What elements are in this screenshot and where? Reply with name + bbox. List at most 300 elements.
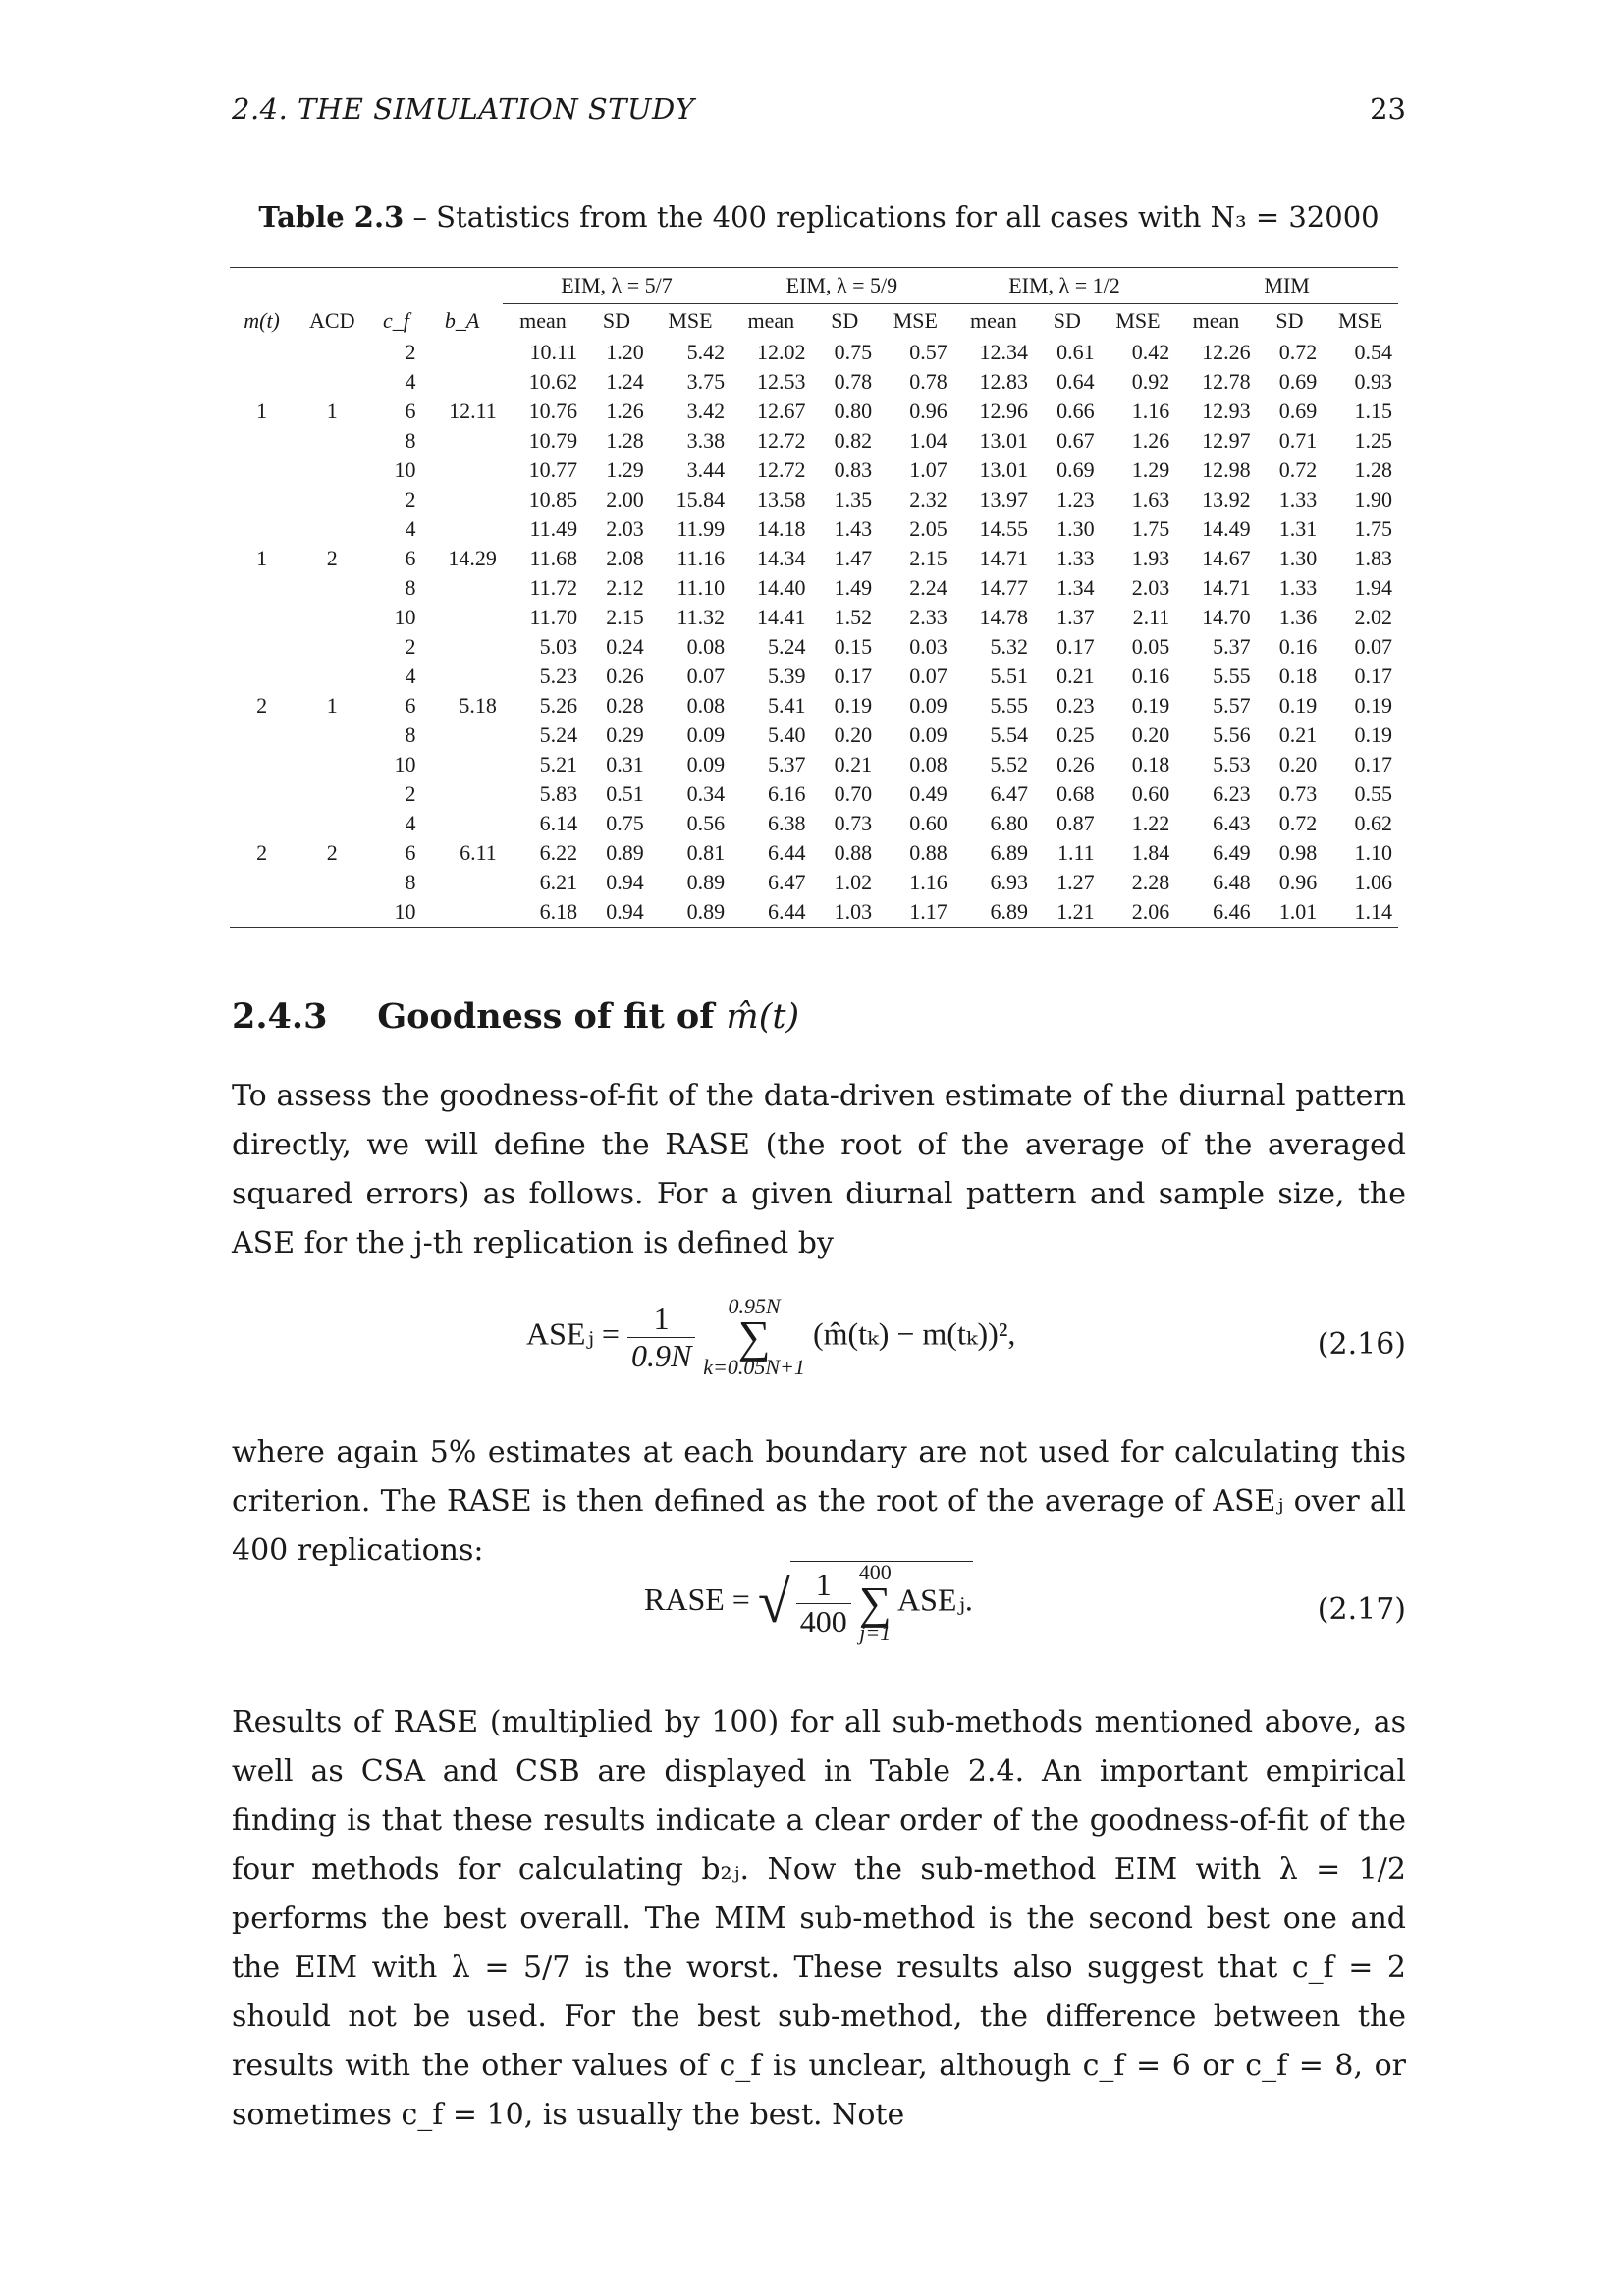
table-cell: 0.89	[606, 840, 644, 865]
table-cell: 12.83	[979, 369, 1029, 394]
table-cell: 12.02	[756, 340, 806, 364]
table-cell: 6.38	[767, 811, 806, 835]
table-cell: 6.44	[767, 840, 806, 865]
table-group-header	[230, 268, 1398, 304]
table-cell: 1.16	[909, 870, 947, 894]
column-header: MSE	[893, 308, 938, 333]
table-cell: 0.19	[1131, 693, 1170, 718]
table-cell	[230, 338, 294, 367]
eq1-numerator: 1	[627, 1301, 695, 1338]
table-cell: 12.97	[1202, 428, 1251, 453]
table-cell: 0.08	[686, 693, 726, 718]
table-cell: 1.29	[606, 457, 644, 482]
table-cell: 2.08	[606, 546, 644, 570]
column-header: mean	[519, 308, 567, 333]
table-cell: 0.72	[1278, 340, 1318, 364]
table-cell: 0.28	[606, 693, 644, 718]
table-cell: 6.43	[1213, 811, 1251, 835]
table-cell: 4	[405, 516, 416, 541]
table-cell: 0.96	[909, 399, 947, 423]
table-cell: 0.31	[606, 752, 644, 776]
table-cell: 2	[405, 781, 416, 806]
column-header: b_A	[444, 307, 480, 333]
table-cell: 0.68	[1056, 781, 1095, 806]
table-cell: 10	[394, 752, 416, 776]
table-cell: 0.51	[606, 781, 644, 806]
table-cell: 1.06	[1354, 870, 1392, 894]
table-cell: 11.16	[677, 546, 726, 570]
table-row	[230, 721, 1398, 750]
table-cell	[294, 632, 370, 662]
table-cell	[294, 809, 370, 838]
table-cell	[230, 426, 294, 455]
table-cell: 13.01	[979, 428, 1029, 453]
table-cell: 0.89	[686, 870, 726, 894]
table-cell: 14.41	[756, 605, 806, 629]
equation-2-16	[232, 1296, 1406, 1404]
table-cell: 5.37	[767, 752, 806, 776]
table-cell: 0.87	[1056, 811, 1095, 835]
table-cell: 5.40	[767, 722, 806, 747]
table-cell: 5.21	[539, 752, 578, 776]
table-cell	[294, 868, 370, 897]
table-cell: 10.11	[529, 340, 578, 364]
table-cell: 1.52	[834, 605, 873, 629]
table-cell: 0.88	[834, 840, 873, 865]
table-row	[230, 662, 1398, 691]
table-cell: 1.43	[834, 516, 873, 541]
table-cell: 4	[405, 811, 416, 835]
table-cell: 2.02	[1354, 605, 1392, 629]
table-cell: 2	[405, 487, 416, 511]
column-header: mean	[1192, 308, 1240, 333]
table-cell: 11.32	[677, 605, 726, 629]
table-label: Table 2.3	[258, 200, 405, 234]
table-cell: 6	[405, 399, 416, 423]
table-cell	[294, 779, 370, 809]
table-cell: 1.28	[1354, 457, 1392, 482]
table-cell: 1.03	[811, 897, 878, 928]
table-cell: 11.99	[677, 516, 726, 541]
table-row	[230, 514, 1398, 544]
table-cell: 0.17	[1354, 752, 1392, 776]
table-cell: 4	[405, 664, 416, 688]
table-cell: 2.00	[606, 487, 644, 511]
table-cell: 2	[405, 340, 416, 364]
table-cell: 0.25	[1056, 722, 1095, 747]
table-cell: 0.08	[909, 752, 947, 776]
table-cell: 10.76	[528, 399, 578, 423]
table-cell	[230, 485, 294, 514]
table-cell: 0.89	[650, 897, 731, 928]
table-cell: 6.46	[1175, 897, 1256, 928]
table-cell: 0.09	[909, 722, 947, 747]
table-cell: 12.11	[449, 399, 497, 423]
table-cell: 13.58	[756, 487, 806, 511]
table-cell: 0.69	[1278, 369, 1318, 394]
table-cell: 14.67	[1202, 546, 1251, 570]
table-cell: 12.78	[1202, 369, 1251, 394]
table-cell: 14.77	[979, 575, 1029, 600]
column-header: mean	[970, 308, 1017, 333]
table-cell: 0.18	[1278, 664, 1318, 688]
table-cell: 12.93	[1202, 399, 1251, 423]
eq2-denominator: 400	[799, 1603, 847, 1639]
table-cell: 12.96	[979, 399, 1029, 423]
table-cell: 2.12	[606, 575, 644, 600]
paragraph-results: Results of RASE (multiplied by 100) for all sub-methods mentioned above, as well as CSA and CSB are displayed in Table 2.4. An important empirical finding is that these results indicate a clear order of the goodness-of-fit of the four methods for calculating b₂ⱼ. Now the sub-method EIM with λ = 1/2 performs the best overall. The MIM sub-method is the second best one and the EIM with λ = 5/7 is the worst. These results also suggest that c_f = 2 should not be used. For the best sub-method, the difference between the results with the other values of c_f is unclear, although c_f = 6 or c_f = 8, or sometimes c_f = 10, is usually the best. Note	[232, 1705, 1406, 2132]
table-cell: 0.70	[834, 781, 873, 806]
table-cell: 0.19	[1354, 693, 1392, 718]
table-cell	[230, 750, 294, 779]
table-cell: 0.19	[1354, 722, 1392, 747]
table-cell: 6.11	[460, 840, 497, 865]
section-number: 2.4.3	[232, 996, 328, 1037]
table-cell: 0.17	[834, 664, 873, 688]
table-cell	[294, 573, 370, 603]
eq2-sum-bottom: j=1	[859, 1621, 892, 1645]
table-cell: 5.37	[1213, 634, 1251, 659]
table-cell	[294, 455, 370, 485]
table-cell	[230, 809, 294, 838]
table-cell	[421, 632, 502, 662]
table-cell: 6.44	[731, 897, 811, 928]
table-row	[230, 426, 1398, 455]
table-cell: 0.60	[909, 811, 947, 835]
table-cell: 2	[326, 546, 338, 570]
table-cell: 1.14	[1323, 897, 1398, 928]
eq2-sum-top: 400	[858, 1560, 892, 1584]
table-cell	[230, 662, 294, 691]
column-header: SD	[1275, 308, 1304, 333]
table-cell: 1.25	[1354, 428, 1392, 453]
table-cell: 6	[405, 546, 416, 570]
table-cell: 14.49	[1202, 516, 1251, 541]
table-cell: 2.15	[909, 546, 947, 570]
eq2-number: (2.17)	[1317, 1592, 1406, 1627]
table-cell: 0.21	[834, 752, 873, 776]
table-cell: 0.09	[686, 722, 726, 747]
table-cell: 5.24	[767, 634, 806, 659]
table-cell: 10.77	[528, 457, 578, 482]
table-cell: 6.23	[1213, 781, 1251, 806]
table-cell	[294, 367, 370, 397]
table-cell	[294, 721, 370, 750]
table-cell: 11.49	[529, 516, 578, 541]
table-cell: 2	[326, 840, 338, 865]
table-cell: 0.66	[1056, 399, 1095, 423]
table-cell: 2.33	[909, 605, 947, 629]
table-cell: 1.28	[606, 428, 644, 453]
table-cell: 2.06	[1101, 897, 1176, 928]
table-cell: 0.17	[1354, 664, 1392, 688]
table-cell: 0.21	[1278, 722, 1318, 747]
paragraph-rase-intro: To assess the goodness-of-fit of the data-driven estimate of the diurnal pattern directly, we will define the RASE (the root of the average of the averaged squared errors) as follows. For a given diurnal pattern and sample size, the ASE for the j-th replication is defined by	[232, 1079, 1406, 1260]
table-row	[230, 338, 1398, 367]
column-header: SD	[831, 308, 859, 333]
table-column-header	[230, 304, 1398, 339]
table-cell: 0.75	[834, 340, 873, 364]
table-cell: 1.27	[1056, 870, 1095, 894]
table-cell	[294, 338, 370, 367]
table-cell: 2.03	[606, 516, 644, 541]
table-cell: 1.02	[834, 870, 873, 894]
table-cell: 0.72	[1278, 457, 1318, 482]
table-cell: 1.11	[1056, 840, 1095, 865]
eq1-denominator: 0.9N	[630, 1337, 692, 1373]
column-header: MSE	[1338, 308, 1383, 333]
table-cell: 10	[394, 605, 416, 629]
table-row	[230, 544, 1398, 573]
table-cell	[421, 868, 502, 897]
table-cell: 6.49	[1213, 840, 1251, 865]
table-body	[230, 338, 1398, 928]
table-cell: 5.56	[1213, 722, 1251, 747]
section-heading	[232, 996, 799, 1037]
table-cell: 1.22	[1131, 811, 1170, 835]
table-cell: 6.16	[767, 781, 806, 806]
table-cell: 12.72	[756, 457, 806, 482]
table-cell: 5.42	[686, 340, 726, 364]
table-cell: 1.75	[1131, 516, 1170, 541]
column-header: SD	[1053, 308, 1081, 333]
table-cell: 1.49	[834, 575, 873, 600]
table-cell: 2.03	[1131, 575, 1170, 600]
table-cell: 1.33	[1278, 575, 1318, 600]
table-cell: 6.80	[990, 811, 1029, 835]
table-cell: 0.23	[1056, 693, 1095, 718]
table-cell: 1.94	[1354, 575, 1392, 600]
table-row	[230, 691, 1398, 721]
table-cell: 3.44	[686, 457, 726, 482]
table-cell: 0.78	[834, 369, 873, 394]
table-cell: 0.16	[1131, 664, 1170, 688]
table-cell: 0.20	[1131, 722, 1170, 747]
table-cell	[294, 897, 370, 928]
table-row	[230, 485, 1398, 514]
table-cell: 1.16	[1131, 399, 1170, 423]
table-cell: 14.29	[448, 546, 497, 570]
eq2-fraction	[796, 1567, 851, 1640]
table-cell: 0.88	[909, 840, 947, 865]
table-cell	[421, 750, 502, 779]
table-cell: 1.31	[1278, 516, 1318, 541]
table-cell: 5.55	[1213, 664, 1251, 688]
table-cell: 0.60	[1131, 781, 1170, 806]
table-cell: 0.67	[1056, 428, 1095, 453]
table-cell	[230, 897, 294, 928]
table-cell: 0.19	[834, 693, 873, 718]
table-row	[230, 397, 1398, 426]
table-row	[230, 632, 1398, 662]
table-cell: 6.21	[539, 870, 578, 894]
table-cell: 8	[405, 575, 416, 600]
table-cell: 1.01	[1257, 897, 1324, 928]
table-cell: 14.71	[1202, 575, 1251, 600]
eq2-radicand	[790, 1561, 973, 1644]
table-cell: 5.41	[767, 693, 806, 718]
table-cell: 6.47	[767, 870, 806, 894]
table-cell: 14.71	[979, 546, 1029, 570]
table-cell: 0.08	[686, 634, 726, 659]
table-cell: 0.64	[1056, 369, 1095, 394]
table-cell: 1.33	[1056, 546, 1095, 570]
table-cell: 0.73	[1278, 781, 1318, 806]
group-eim-5-9: EIM, λ = 5/9	[731, 268, 953, 304]
table-cell: 0.03	[909, 634, 947, 659]
table-cell: 12.72	[756, 428, 806, 453]
table-cell: 5.18	[459, 693, 497, 718]
table-cell: 1.21	[1034, 897, 1101, 928]
table-caption-text: – Statistics from the 400 replications for all cases with N₃ = 32000	[412, 200, 1380, 234]
column-header: mean	[747, 308, 795, 333]
table-cell: 12.53	[756, 369, 806, 394]
table-cell: 1.17	[878, 897, 953, 928]
table-cell	[421, 514, 502, 544]
column-header: SD	[602, 308, 631, 333]
table-cell: 1.10	[1354, 840, 1392, 865]
table-cell	[230, 868, 294, 897]
table-cell: 6.18	[503, 897, 583, 928]
sigma-icon: ∑	[858, 1577, 892, 1628]
table-cell: 1.34	[1056, 575, 1095, 600]
table-cell: 1.83	[1354, 546, 1392, 570]
table-cell: 2	[256, 840, 268, 865]
paragraph-rase-definition: where again 5% estimates at each boundary are not used for calculating this criterion. The RASE is then defined as the root of the average of ASEⱼ over all 400 replications:	[232, 1435, 1406, 1568]
table-cell	[421, 338, 502, 367]
table-cell: 2.28	[1131, 870, 1170, 894]
table-cell: 0.94	[606, 870, 644, 894]
table-cell: 15.84	[676, 487, 726, 511]
table-cell: 0.20	[834, 722, 873, 747]
table-cell	[421, 897, 502, 928]
table-cell: 6.22	[539, 840, 578, 865]
table-cell	[421, 367, 502, 397]
table-cell: 1	[256, 399, 268, 423]
table-cell: 0.07	[1354, 634, 1392, 659]
table-cell: 0.92	[1131, 369, 1170, 394]
header-section: 2.4. THE SIMULATION STUDY	[232, 92, 695, 126]
table-cell: 0.71	[1278, 428, 1318, 453]
table-cell	[421, 779, 502, 809]
table-cell: 8	[405, 870, 416, 894]
table-cell: 0.96	[1278, 870, 1318, 894]
table-cell: 2	[256, 693, 268, 718]
table-cell: 1.36	[1278, 605, 1318, 629]
table-cell	[421, 721, 502, 750]
table-cell: 11.68	[529, 546, 578, 570]
eq1-number: (2.16)	[1317, 1327, 1406, 1362]
table-cell	[294, 750, 370, 779]
table-cell: 1.63	[1131, 487, 1170, 511]
table-cell: 0.93	[1354, 369, 1392, 394]
table-cell: 14.18	[756, 516, 806, 541]
table-cell: 0.80	[834, 399, 873, 423]
table-cell: 5.03	[539, 634, 578, 659]
table-cell: 0.19	[1278, 693, 1318, 718]
table-cell: 12.26	[1202, 340, 1251, 364]
group-eim-5-7: EIM, λ = 5/7	[503, 268, 731, 304]
table-cell: 14.55	[979, 516, 1029, 541]
table-cell: 0.07	[686, 664, 726, 688]
table-cell: 13.01	[979, 457, 1029, 482]
table-caption	[232, 200, 1406, 234]
table-row	[230, 455, 1398, 485]
table-cell: 14.78	[979, 605, 1029, 629]
running-header	[232, 92, 1406, 132]
table-cell	[230, 632, 294, 662]
table-cell: 5.55	[990, 693, 1029, 718]
eq1-body: (m̂(tₖ) − m(tₖ))²,	[812, 1315, 1016, 1352]
equation-2-17	[232, 1561, 1406, 1669]
table-cell: 6.89	[953, 897, 1034, 928]
table-cell: 1.90	[1354, 487, 1392, 511]
table-cell: 5.51	[990, 664, 1029, 688]
table-cell	[421, 809, 502, 838]
table-cell: 0.72	[1278, 811, 1318, 835]
table-cell	[421, 603, 502, 632]
column-header: ACD	[309, 307, 355, 333]
table-cell: 0.05	[1131, 634, 1170, 659]
table-row	[230, 897, 1398, 928]
table-cell: 14.40	[756, 575, 806, 600]
table-cell: 1.07	[909, 457, 947, 482]
table-cell: 0.98	[1278, 840, 1318, 865]
table-cell: 1.47	[834, 546, 873, 570]
table-cell: 10.62	[528, 369, 578, 394]
table-cell	[421, 455, 502, 485]
table-cell: 1.26	[1131, 428, 1170, 453]
table-cell: 0.29	[606, 722, 644, 747]
column-header: MSE	[668, 308, 713, 333]
table-cell	[230, 603, 294, 632]
table-cell: 5.52	[990, 752, 1029, 776]
table-cell: 11.72	[529, 575, 578, 600]
table-cell: 2.05	[909, 516, 947, 541]
table-cell: 1.24	[606, 369, 644, 394]
table-cell: 5.53	[1213, 752, 1251, 776]
table-cell: 5.23	[539, 664, 578, 688]
table-cell: 3.42	[686, 399, 726, 423]
table-cell: 0.26	[606, 664, 644, 688]
eq2-body: ASEⱼ.	[897, 1581, 973, 1618]
table-cell: 5.83	[539, 781, 578, 806]
table-cell: 1.26	[606, 399, 644, 423]
table-cell	[230, 367, 294, 397]
eq2-lhs: RASE =	[644, 1580, 750, 1617]
table-cell: 1.33	[1278, 487, 1318, 511]
table-cell: 6.48	[1213, 870, 1251, 894]
table-cell: 12.98	[1202, 457, 1251, 482]
table-cell: 8	[405, 722, 416, 747]
table-cell: 0.17	[1056, 634, 1095, 659]
table-cell: 3.75	[686, 369, 726, 394]
table-cell: 4	[405, 369, 416, 394]
table-cell: 11.10	[677, 575, 726, 600]
table-cell	[230, 455, 294, 485]
sqrt-icon: √	[757, 1570, 790, 1634]
table-cell: 5.26	[539, 693, 578, 718]
table-row	[230, 809, 1398, 838]
table-cell: 0.49	[909, 781, 947, 806]
eq1-summation	[703, 1296, 805, 1378]
table-cell	[421, 573, 502, 603]
table-row	[230, 367, 1398, 397]
table-cell: 12.67	[756, 399, 806, 423]
table-cell: 5.39	[767, 664, 806, 688]
table-cell: 2.24	[909, 575, 947, 600]
table-cell: 0.55	[1354, 781, 1392, 806]
